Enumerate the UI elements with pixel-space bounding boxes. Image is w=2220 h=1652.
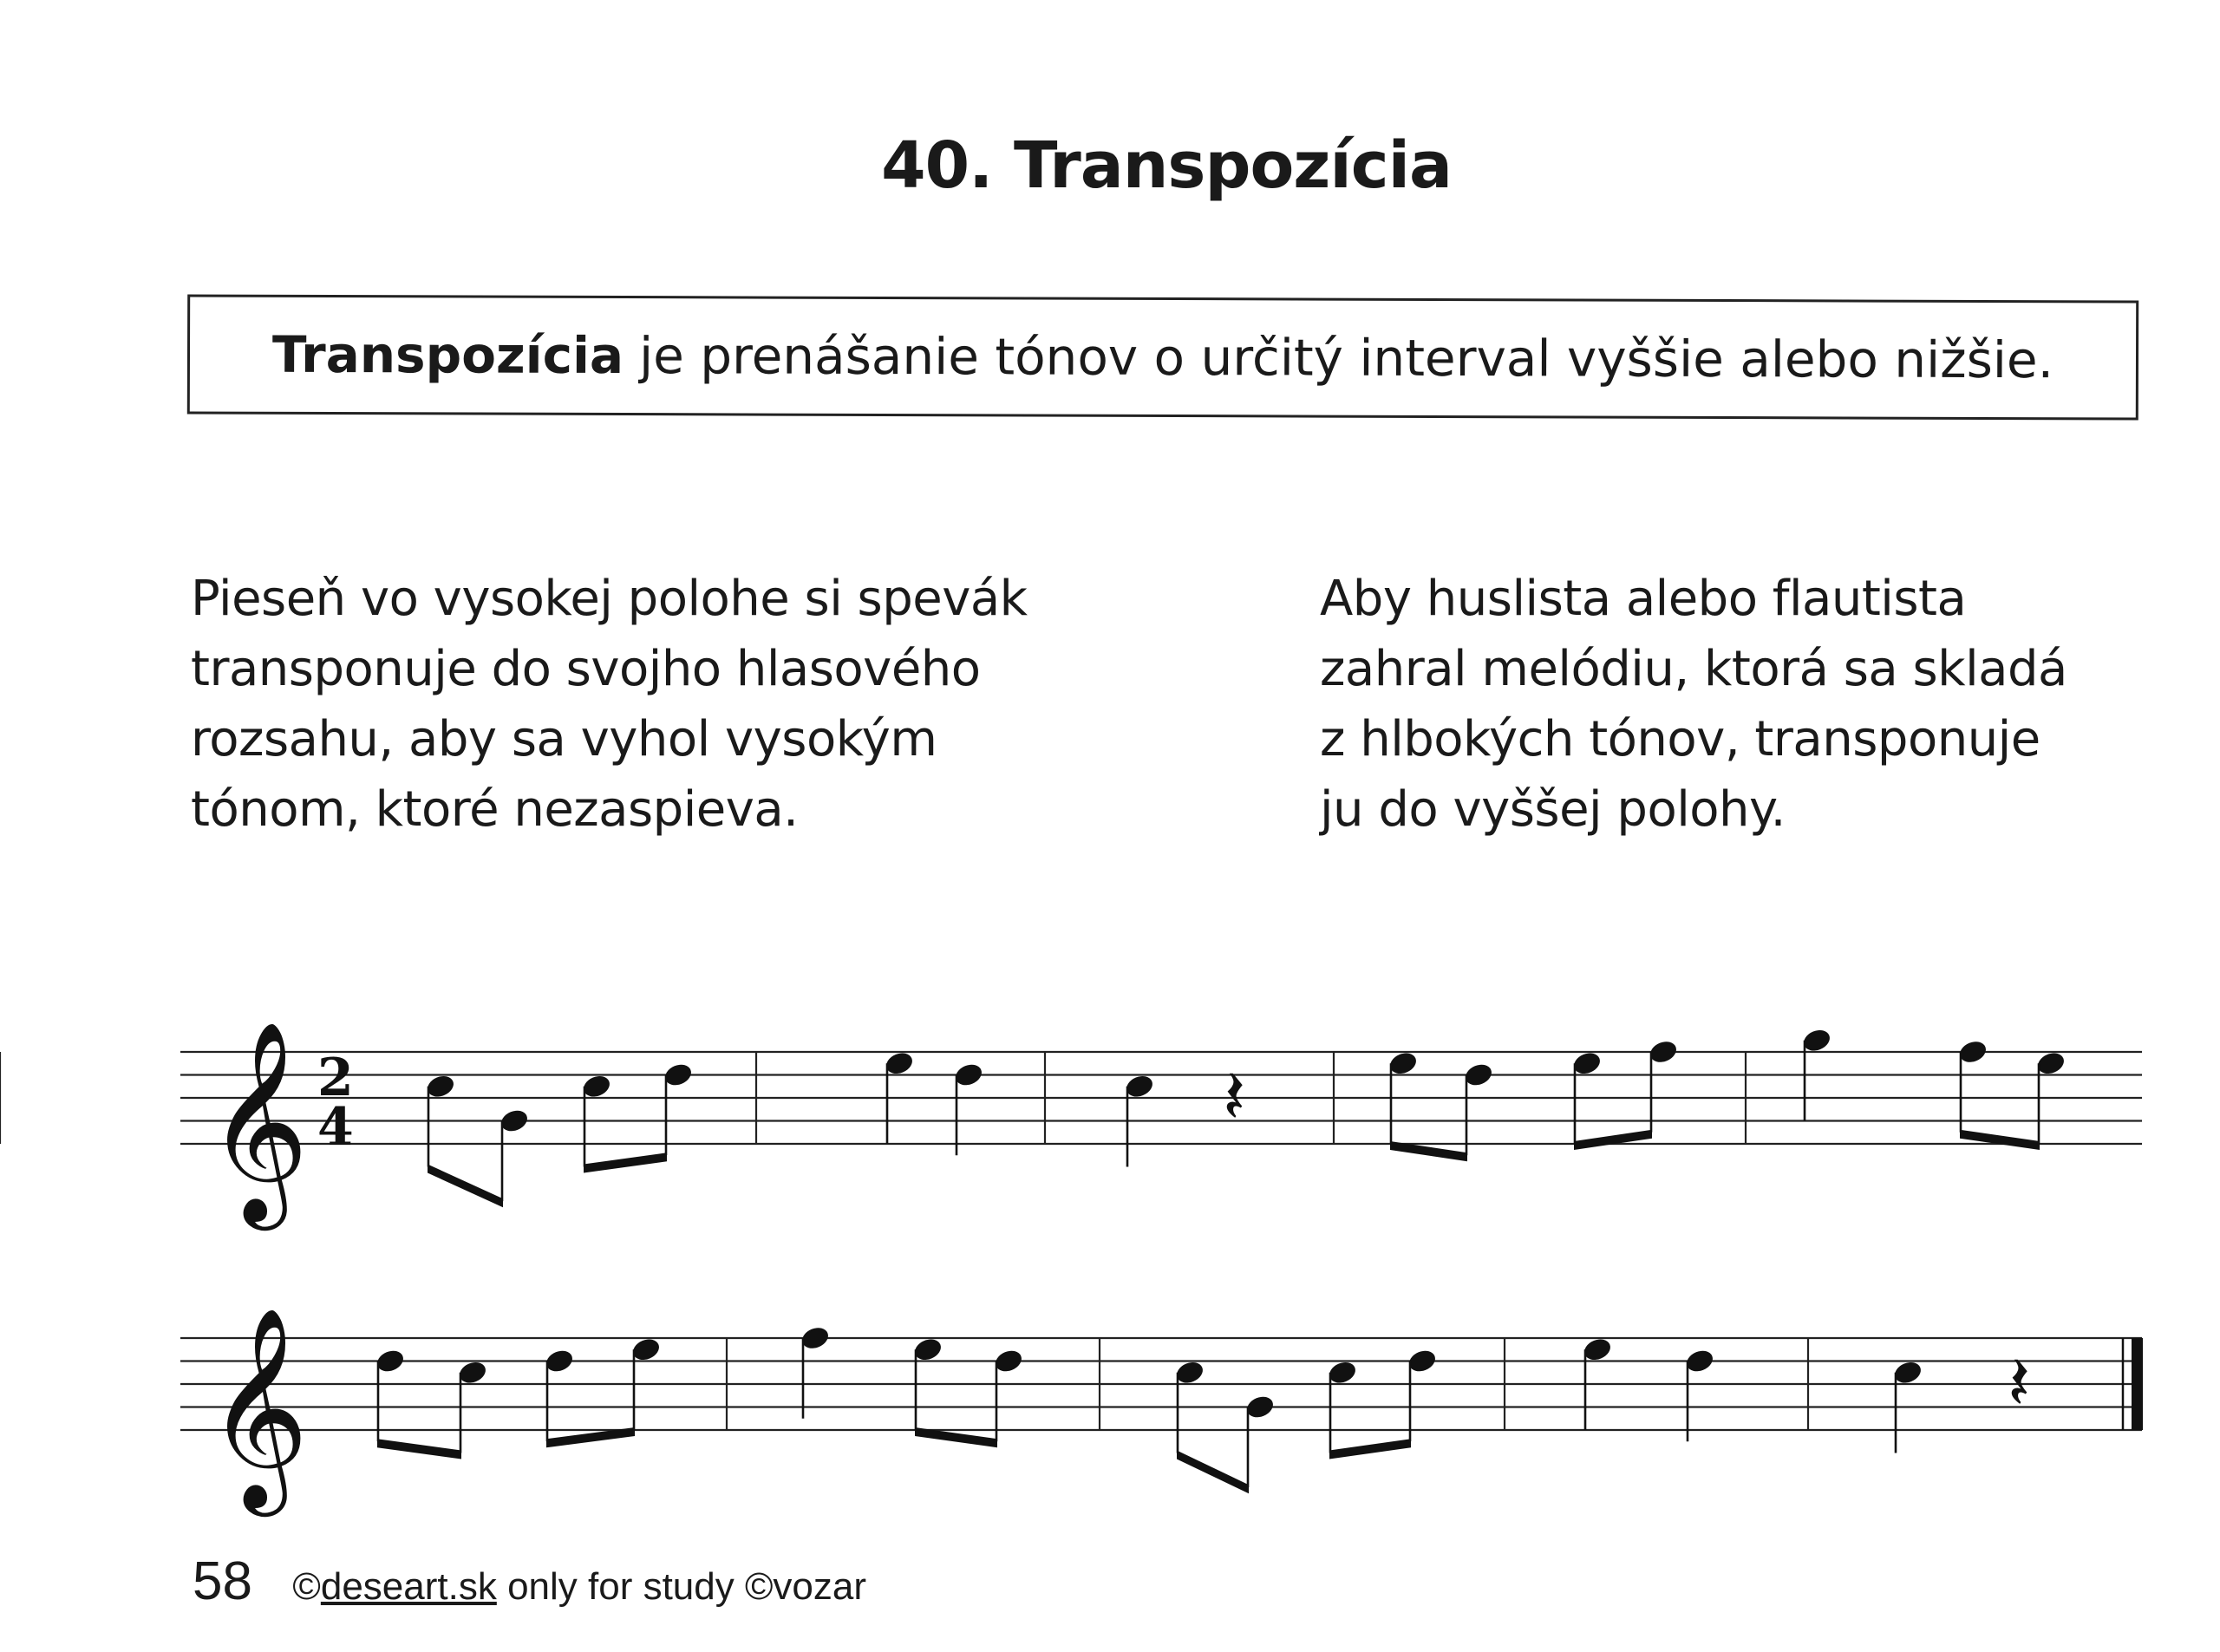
copyright-notice [292, 1565, 866, 1608]
right-paragraph-line: zahral melódiu, ktorá sa skladá [1320, 641, 2067, 697]
left-paragraph-line: transponuje do svojho hlasového [191, 641, 981, 697]
left-paragraph-line: Pieseň vo vysokej polohe si spevák [191, 571, 1028, 627]
time-signature-upper: 2 [317, 1048, 354, 1108]
definition-text: je prenášanie tónov o určitý interval vyššie alebo nižšie. [638, 326, 2054, 390]
site-link[interactable]: deseart.sk [320, 1565, 497, 1608]
page-footer [193, 1551, 866, 1612]
beam [1177, 1451, 1249, 1494]
beam [1960, 1130, 2040, 1150]
beam [584, 1152, 667, 1172]
quarter-rest-icon: 𝄽 [2008, 1340, 2031, 1427]
copyright-rest: only for study ©vozar [507, 1565, 866, 1608]
treble-clef-icon: 𝄞 [206, 1306, 310, 1508]
quarter-rest-icon: 𝄽 [1223, 1054, 1246, 1140]
page-title: 40. Transpozícia [881, 128, 1452, 203]
treble-clef-icon: 𝄞 [206, 1020, 310, 1222]
right-paragraph-line: Aby huslista alebo flautista [1320, 571, 1967, 627]
right-paragraph-line: z hlbokých tónov, transponuje [1320, 711, 2040, 767]
time-signature-lower: 4 [317, 1097, 354, 1158]
copyright-symbol: © [292, 1565, 321, 1608]
right-paragraph-line: ju do vyššej polohy. [1320, 781, 1786, 838]
beam [428, 1165, 503, 1208]
left-paragraph-line: tónom, ktoré nezaspieva. [191, 781, 799, 838]
final-barline-thick [2132, 1338, 2143, 1430]
page-number: 58 [193, 1551, 252, 1611]
staff-line-1 [0, 1020, 2142, 1231]
definition-term: Transpozícia [271, 324, 624, 386]
beam [1329, 1439, 1411, 1459]
beam [1574, 1130, 1652, 1150]
beam [377, 1439, 461, 1459]
left-paragraph-line: rozsahu, aby sa vyhol vysokým [191, 711, 937, 767]
staff-line-2 [180, 1306, 2143, 1517]
